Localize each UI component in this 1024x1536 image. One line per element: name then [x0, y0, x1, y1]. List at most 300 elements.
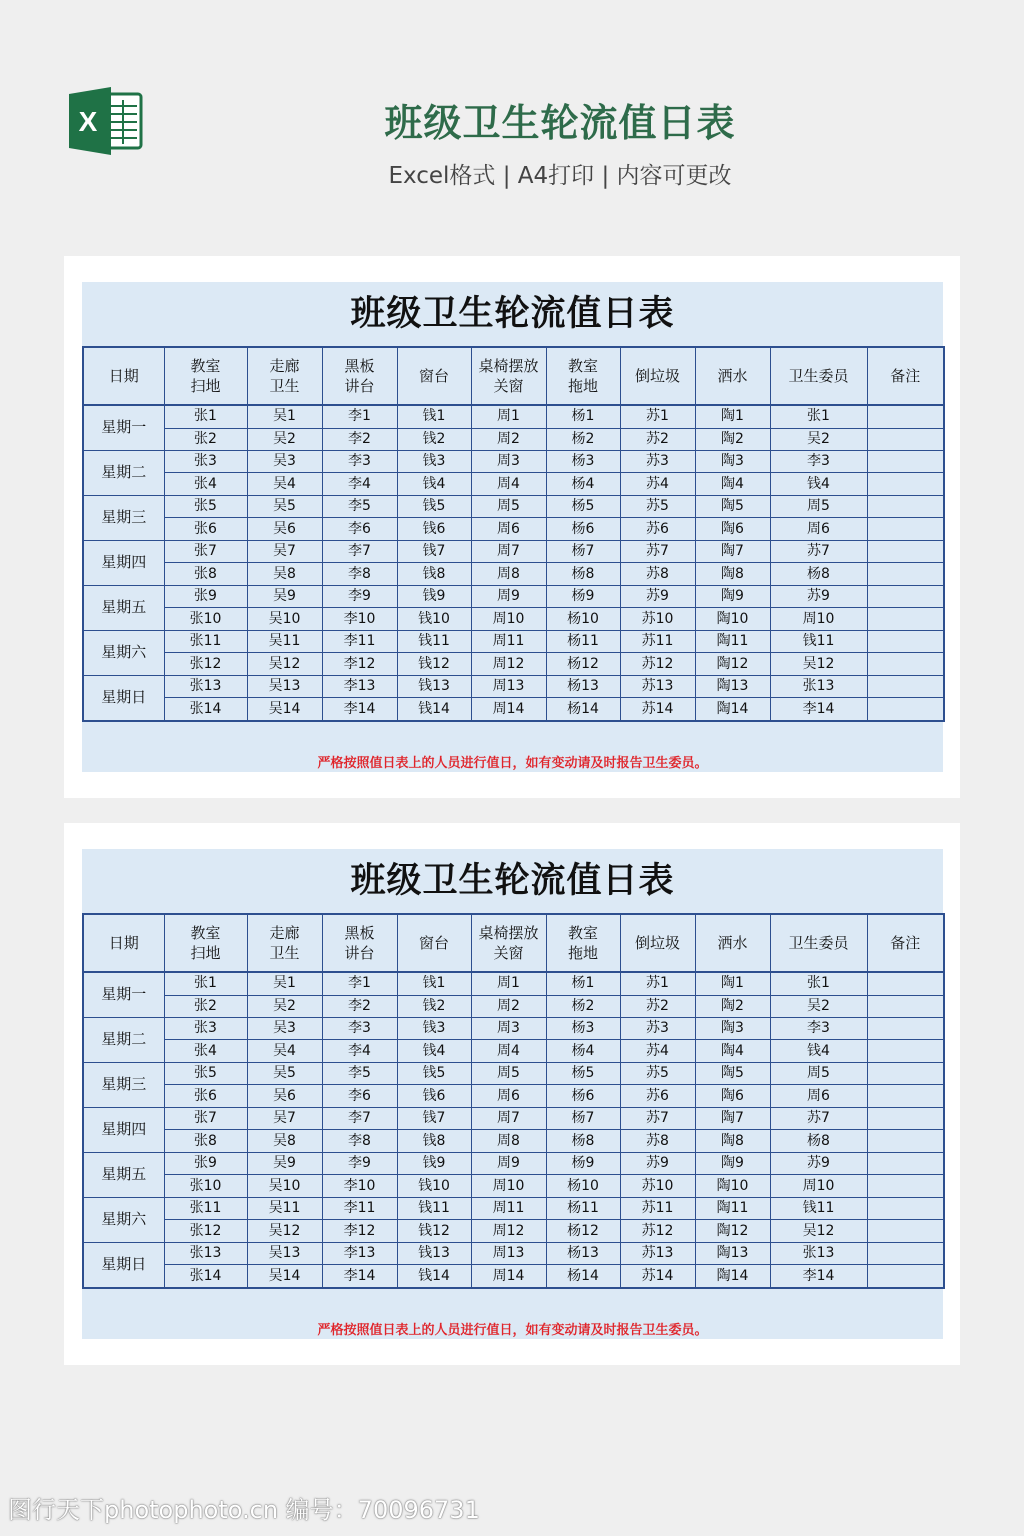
table-cell: 张3 — [164, 450, 247, 472]
table-cell: 张9 — [164, 585, 247, 607]
column-header — [164, 914, 247, 972]
table-cell: 李13 — [322, 675, 397, 697]
table-cell: 陶6 — [695, 1085, 770, 1107]
day-cell: 星期四 — [83, 1107, 164, 1152]
table-cell: 钱8 — [397, 1130, 471, 1152]
table-row — [83, 540, 944, 562]
table-cell: 张14 — [164, 1265, 247, 1288]
table-cell: 周10 — [770, 1175, 867, 1197]
table-cell: 吴12 — [247, 1220, 322, 1242]
table-cell: 苏11 — [620, 630, 695, 652]
table-cell: 杨6 — [546, 518, 620, 540]
table-cell: 张5 — [164, 1062, 247, 1084]
table-cell: 苏7 — [620, 540, 695, 562]
column-header-line1: 桌椅摆放 — [478, 357, 539, 375]
table-cell: 苏6 — [620, 1085, 695, 1107]
table-cell: 李14 — [322, 698, 397, 721]
table-cell: 李3 — [322, 1017, 397, 1039]
column-header-line1: 洒水 — [717, 934, 748, 952]
column-header — [471, 347, 546, 405]
table-cell: 陶6 — [695, 518, 770, 540]
remark-cell — [867, 630, 944, 652]
table-cell: 苏8 — [620, 1130, 695, 1152]
table-cell: 周13 — [471, 675, 546, 697]
column-header-line2: 卫生 — [269, 944, 300, 962]
table-cell: 陶14 — [695, 698, 770, 721]
table-row — [83, 405, 944, 428]
table-cell: 李14 — [770, 1265, 867, 1288]
table-cell: 李10 — [322, 1175, 397, 1197]
table-row — [83, 428, 944, 450]
logo-letter: X — [78, 106, 98, 137]
table-cell: 吴11 — [247, 1197, 322, 1219]
table-cell: 陶8 — [695, 1130, 770, 1152]
table-row — [83, 1130, 944, 1152]
column-header — [770, 914, 867, 972]
table-cell: 李8 — [322, 1130, 397, 1152]
table-cell: 杨5 — [546, 1062, 620, 1084]
column-header-line1: 洒水 — [717, 367, 748, 385]
table-cell: 吴13 — [247, 1242, 322, 1264]
column-header-line1: 备注 — [890, 934, 921, 952]
table-cell: 陶5 — [695, 495, 770, 517]
table-cell: 杨8 — [546, 1130, 620, 1152]
day-cell: 星期日 — [83, 675, 164, 721]
column-header — [322, 347, 397, 405]
table-cell: 杨3 — [546, 1017, 620, 1039]
column-header-line2: 拖地 — [567, 944, 598, 962]
table-cell: 钱13 — [397, 675, 471, 697]
table-cell: 李8 — [322, 563, 397, 585]
column-header-line1: 桌椅摆放 — [478, 924, 539, 942]
table-cell: 钱12 — [397, 653, 471, 675]
table-row — [83, 1152, 944, 1174]
table-cell: 张7 — [164, 1107, 247, 1129]
table-cell: 张12 — [164, 653, 247, 675]
column-header-line1: 窗台 — [418, 934, 449, 952]
table-row — [83, 1017, 944, 1039]
table-cell: 钱5 — [397, 1062, 471, 1084]
table-cell: 苏14 — [620, 698, 695, 721]
table-cell: 杨9 — [546, 585, 620, 607]
table-cell: 张5 — [164, 495, 247, 517]
table-cell: 周6 — [770, 1085, 867, 1107]
table-cell: 杨4 — [546, 473, 620, 495]
table-cell: 张8 — [164, 1130, 247, 1152]
table-cell: 苏12 — [620, 1220, 695, 1242]
table-cell: 吴13 — [247, 675, 322, 697]
table-cell: 陶1 — [695, 972, 770, 995]
table-cell: 周1 — [471, 972, 546, 995]
table-cell: 钱7 — [397, 1107, 471, 1129]
table-cell: 李14 — [770, 698, 867, 721]
table-cell: 钱3 — [397, 1017, 471, 1039]
day-cell: 星期六 — [83, 630, 164, 675]
table-cell: 周12 — [471, 1220, 546, 1242]
table-cell: 苏9 — [770, 585, 867, 607]
table-cell: 吴2 — [770, 995, 867, 1017]
duty-table — [82, 346, 945, 722]
table-cell: 钱1 — [397, 972, 471, 995]
table-cell: 李1 — [322, 972, 397, 995]
column-header — [867, 347, 944, 405]
column-header — [83, 914, 164, 972]
table-row — [83, 1062, 944, 1084]
remark-cell — [867, 1175, 944, 1197]
table-cell: 张13 — [164, 1242, 247, 1264]
table-cell: 吴12 — [770, 653, 867, 675]
table-cell: 吴4 — [247, 1040, 322, 1062]
table-cell: 张12 — [164, 1220, 247, 1242]
table-cell: 钱5 — [397, 495, 471, 517]
table-cell: 吴10 — [247, 608, 322, 630]
table-cell: 钱10 — [397, 1175, 471, 1197]
column-header-line2: 扫地 — [190, 944, 221, 962]
table-cell: 杨1 — [546, 405, 620, 428]
table-cell: 杨12 — [546, 1220, 620, 1242]
table-row — [83, 585, 944, 607]
table-cell: 杨7 — [546, 1107, 620, 1129]
table-cell: 杨5 — [546, 495, 620, 517]
remark-cell — [867, 563, 944, 585]
table-cell: 周4 — [471, 1040, 546, 1062]
table-cell: 李3 — [322, 450, 397, 472]
table-cell: 钱1 — [397, 405, 471, 428]
table-cell: 钱2 — [397, 995, 471, 1017]
page-title: 班级卫生轮流值日表 — [384, 101, 736, 145]
table-cell: 吴11 — [247, 630, 322, 652]
table-cell: 苏8 — [620, 563, 695, 585]
table-row — [83, 630, 944, 652]
table-cell: 周10 — [770, 608, 867, 630]
table-cell: 钱4 — [770, 473, 867, 495]
sheet-note: 严格按照值日表上的人员进行值日，如有变动请及时报告卫生委员。 — [317, 1323, 708, 1338]
table-cell: 李5 — [322, 495, 397, 517]
table-cell: 陶3 — [695, 450, 770, 472]
remark-cell — [867, 1107, 944, 1129]
remark-cell — [867, 518, 944, 540]
table-row — [83, 450, 944, 472]
table-cell: 钱9 — [397, 1152, 471, 1174]
day-cell: 星期三 — [83, 1062, 164, 1107]
duty-table — [82, 913, 945, 1289]
table-cell: 苏10 — [620, 608, 695, 630]
table-cell: 周10 — [471, 608, 546, 630]
table-cell: 张6 — [164, 1085, 247, 1107]
table-cell: 苏2 — [620, 995, 695, 1017]
remark-cell — [867, 1197, 944, 1219]
remark-cell — [867, 540, 944, 562]
table-row — [83, 698, 944, 721]
watermark-text: 图行天下photophoto.cn 编号：70096731 — [8, 1496, 480, 1524]
day-cell: 星期一 — [83, 972, 164, 1017]
column-header — [471, 914, 546, 972]
table-cell: 苏11 — [620, 1197, 695, 1219]
table-row — [83, 1040, 944, 1062]
table-cell: 陶9 — [695, 1152, 770, 1174]
sheet-preview-1 — [64, 256, 960, 798]
table-cell: 张2 — [164, 995, 247, 1017]
table-cell: 苏1 — [620, 972, 695, 995]
day-cell: 星期五 — [83, 585, 164, 630]
table-row — [83, 495, 944, 517]
table-cell: 李6 — [322, 518, 397, 540]
table-cell: 周11 — [471, 630, 546, 652]
table-cell: 吴8 — [247, 1130, 322, 1152]
table-cell: 陶1 — [695, 405, 770, 428]
sheet-preview-2 — [64, 823, 960, 1365]
table-cell: 李3 — [770, 450, 867, 472]
table-cell: 杨13 — [546, 1242, 620, 1264]
table-cell: 苏4 — [620, 1040, 695, 1062]
column-header-line2: 讲台 — [344, 944, 375, 962]
table-cell: 苏1 — [620, 405, 695, 428]
table-cell: 苏13 — [620, 1242, 695, 1264]
table-cell: 杨2 — [546, 428, 620, 450]
remark-cell — [867, 1040, 944, 1062]
table-cell: 杨1 — [546, 972, 620, 995]
table-cell: 李11 — [322, 1197, 397, 1219]
table-cell: 陶13 — [695, 1242, 770, 1264]
table-cell: 周7 — [471, 1107, 546, 1129]
table-cell: 张11 — [164, 630, 247, 652]
table-cell: 周4 — [471, 473, 546, 495]
table-cell: 吴14 — [247, 698, 322, 721]
table-cell: 陶7 — [695, 540, 770, 562]
table-row — [83, 1085, 944, 1107]
table-cell: 周2 — [471, 428, 546, 450]
table-cell: 陶8 — [695, 563, 770, 585]
table-cell: 张1 — [770, 972, 867, 995]
column-header-line1: 教室 — [567, 357, 598, 375]
table-cell: 陶12 — [695, 1220, 770, 1242]
table-cell: 李9 — [322, 585, 397, 607]
sheet-title: 班级卫生轮流值日表 — [350, 294, 675, 334]
table-cell: 周5 — [770, 1062, 867, 1084]
table-cell: 苏9 — [770, 1152, 867, 1174]
table-cell: 陶9 — [695, 585, 770, 607]
table-cell: 张9 — [164, 1152, 247, 1174]
remark-cell — [867, 1130, 944, 1152]
table-cell: 吴2 — [247, 995, 322, 1017]
table-cell: 杨10 — [546, 1175, 620, 1197]
table-cell: 李12 — [322, 653, 397, 675]
table-cell: 钱13 — [397, 1242, 471, 1264]
column-header-line2: 拖地 — [567, 377, 598, 395]
remark-cell — [867, 1085, 944, 1107]
table-cell: 钱7 — [397, 540, 471, 562]
day-cell: 星期二 — [83, 450, 164, 495]
table-cell: 周7 — [471, 540, 546, 562]
table-cell: 周14 — [471, 1265, 546, 1288]
day-cell: 星期三 — [83, 495, 164, 540]
column-header — [770, 347, 867, 405]
column-header-line1: 教室 — [190, 357, 221, 375]
table-cell: 苏10 — [620, 1175, 695, 1197]
remark-cell — [867, 473, 944, 495]
table-cell: 周5 — [471, 495, 546, 517]
table-cell: 李5 — [322, 1062, 397, 1084]
table-cell: 周5 — [770, 495, 867, 517]
table-cell: 吴6 — [247, 518, 322, 540]
table-cell: 吴4 — [247, 473, 322, 495]
table-cell: 吴9 — [247, 1152, 322, 1174]
remark-cell — [867, 1242, 944, 1264]
table-cell: 钱4 — [397, 1040, 471, 1062]
table-row — [83, 563, 944, 585]
table-cell: 吴5 — [247, 1062, 322, 1084]
table-cell: 张13 — [770, 1242, 867, 1264]
table-cell: 陶14 — [695, 1265, 770, 1288]
table-cell: 张4 — [164, 473, 247, 495]
table-cell: 张8 — [164, 563, 247, 585]
table-cell: 周6 — [471, 1085, 546, 1107]
table-cell: 杨6 — [546, 1085, 620, 1107]
remark-cell — [867, 1220, 944, 1242]
table-cell: 张1 — [770, 405, 867, 428]
table-cell: 吴1 — [247, 972, 322, 995]
page-subtitle: Excel格式 | A4打印 | 内容可更改 — [388, 163, 732, 189]
table-cell: 张7 — [164, 540, 247, 562]
column-header-line1: 卫生委员 — [788, 367, 849, 385]
table-cell: 杨13 — [546, 675, 620, 697]
table-row — [83, 972, 944, 995]
table-cell: 李10 — [322, 608, 397, 630]
remark-cell — [867, 585, 944, 607]
column-header-line2: 关窗 — [493, 377, 524, 395]
column-header — [867, 914, 944, 972]
table-cell: 陶2 — [695, 995, 770, 1017]
remark-cell — [867, 1062, 944, 1084]
column-header-line2: 讲台 — [344, 377, 375, 395]
column-header-line1: 黑板 — [344, 924, 375, 942]
column-header — [695, 914, 770, 972]
day-cell: 星期四 — [83, 540, 164, 585]
table-cell: 周3 — [471, 450, 546, 472]
table-cell: 张3 — [164, 1017, 247, 1039]
table-cell: 吴10 — [247, 1175, 322, 1197]
table-cell: 李13 — [322, 1242, 397, 1264]
column-header — [247, 347, 322, 405]
table-row — [83, 1107, 944, 1129]
table-cell: 杨8 — [770, 1130, 867, 1152]
table-cell: 杨14 — [546, 698, 620, 721]
remark-cell — [867, 495, 944, 517]
table-cell: 吴6 — [247, 1085, 322, 1107]
column-header — [247, 914, 322, 972]
table-cell: 陶3 — [695, 1017, 770, 1039]
header-row — [83, 914, 944, 972]
table-cell: 钱11 — [770, 630, 867, 652]
column-header-line1: 走廊 — [269, 924, 300, 942]
table-cell: 李4 — [322, 473, 397, 495]
column-header-line1: 黑板 — [344, 357, 375, 375]
table-cell: 李2 — [322, 428, 397, 450]
table-cell: 张4 — [164, 1040, 247, 1062]
table-cell: 苏7 — [770, 540, 867, 562]
table-cell: 张13 — [770, 675, 867, 697]
table-cell: 陶12 — [695, 653, 770, 675]
sheet-area — [82, 282, 943, 772]
table-cell: 吴14 — [247, 1265, 322, 1288]
column-header-line1: 倒垃圾 — [634, 934, 680, 952]
table-cell: 钱11 — [770, 1197, 867, 1219]
table-cell: 吴12 — [247, 653, 322, 675]
column-header-line2: 卫生 — [269, 377, 300, 395]
table-cell: 杨3 — [546, 450, 620, 472]
column-header — [546, 914, 620, 972]
table-cell: 杨12 — [546, 653, 620, 675]
table-cell: 钱2 — [397, 428, 471, 450]
table-cell: 周1 — [471, 405, 546, 428]
remark-cell — [867, 1017, 944, 1039]
table-cell: 钱9 — [397, 585, 471, 607]
table-cell: 张1 — [164, 972, 247, 995]
column-header-line1: 日期 — [108, 367, 139, 385]
table-cell: 杨2 — [546, 995, 620, 1017]
remark-cell — [867, 972, 944, 995]
table-cell: 苏9 — [620, 1152, 695, 1174]
table-cell: 周2 — [471, 995, 546, 1017]
table-row — [83, 518, 944, 540]
table-cell: 杨11 — [546, 1197, 620, 1219]
table-row — [83, 1220, 944, 1242]
table-cell: 钱6 — [397, 518, 471, 540]
table-cell: 陶7 — [695, 1107, 770, 1129]
table-cell: 杨14 — [546, 1265, 620, 1288]
table-cell: 苏12 — [620, 653, 695, 675]
table-cell: 张2 — [164, 428, 247, 450]
table-cell: 周8 — [471, 563, 546, 585]
excel-logo-icon — [67, 86, 143, 156]
column-header — [397, 347, 471, 405]
table-row — [83, 653, 944, 675]
table-cell: 杨9 — [546, 1152, 620, 1174]
table-row — [83, 608, 944, 630]
table-cell: 周5 — [471, 1062, 546, 1084]
table-cell: 杨8 — [546, 563, 620, 585]
table-cell: 杨8 — [770, 563, 867, 585]
table-cell: 钱14 — [397, 698, 471, 721]
table-cell: 苏7 — [620, 1107, 695, 1129]
day-cell: 星期一 — [83, 405, 164, 450]
table-cell: 吴7 — [247, 540, 322, 562]
table-cell: 钱4 — [770, 1040, 867, 1062]
table-cell: 张14 — [164, 698, 247, 721]
remark-cell — [867, 1265, 944, 1288]
table-cell: 周10 — [471, 1175, 546, 1197]
remark-cell — [867, 1152, 944, 1174]
table-cell: 李12 — [322, 1220, 397, 1242]
day-cell: 星期六 — [83, 1197, 164, 1242]
table-cell: 苏5 — [620, 495, 695, 517]
column-header-line2: 关窗 — [493, 944, 524, 962]
column-header — [83, 347, 164, 405]
table-cell: 周9 — [471, 1152, 546, 1174]
column-header-line1: 教室 — [190, 924, 221, 942]
table-cell: 李4 — [322, 1040, 397, 1062]
sheet-note: 严格按照值日表上的人员进行值日，如有变动请及时报告卫生委员。 — [317, 756, 708, 771]
column-header-line2: 扫地 — [190, 377, 221, 395]
table-cell: 李6 — [322, 1085, 397, 1107]
table-cell: 周6 — [471, 518, 546, 540]
table-cell: 苏4 — [620, 473, 695, 495]
table-cell: 陶11 — [695, 1197, 770, 1219]
table-cell: 李7 — [322, 1107, 397, 1129]
table-cell: 吴12 — [770, 1220, 867, 1242]
table-cell: 陶10 — [695, 608, 770, 630]
table-cell: 张11 — [164, 1197, 247, 1219]
